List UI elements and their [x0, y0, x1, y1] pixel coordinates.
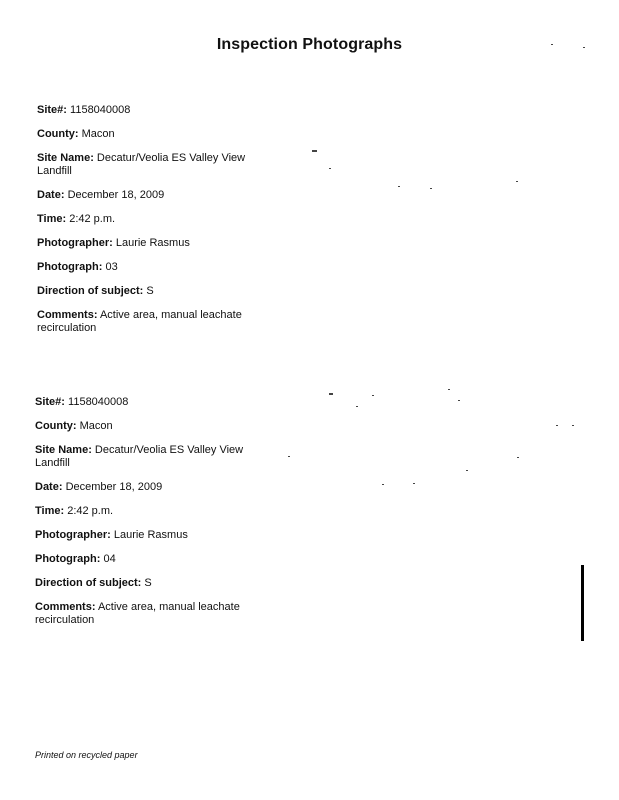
scan-speck — [516, 181, 518, 182]
date-value: December 18, 2009 — [67, 189, 165, 201]
site-name-label: Site Name: — [35, 444, 92, 456]
site-name-value: Decatur/Veolia ES Valley View Landfill — [35, 444, 244, 469]
county-label: County: — [37, 128, 79, 140]
site-name-label: Site Name: — [37, 152, 94, 164]
county-label: County: — [35, 420, 77, 432]
site-number-label: Site#: — [37, 104, 67, 116]
scan-speck — [398, 186, 400, 187]
photo-record-03 — [37, 104, 267, 346]
scan-speck — [382, 484, 384, 485]
photograph-value: 04 — [103, 553, 116, 565]
county-value: Macon — [79, 420, 113, 432]
scan-speck — [458, 400, 460, 401]
county-row — [37, 128, 267, 141]
page-title: Inspection Photographs — [216, 36, 403, 53]
scan-speck — [583, 47, 585, 48]
scan-margin-bar — [581, 565, 584, 641]
scan-speck — [572, 425, 574, 426]
direction-label: Direction of subject: — [35, 577, 142, 589]
recycled-paper-note: Printed on recycled paper — [35, 750, 138, 760]
time-row — [37, 213, 267, 226]
site-number-value: 1158040008 — [70, 104, 131, 116]
scan-speck — [329, 393, 333, 395]
date-row — [35, 481, 265, 494]
scan-speck — [517, 457, 519, 458]
site-name-row — [37, 152, 252, 178]
county-row — [35, 420, 265, 433]
scan-speck — [448, 389, 450, 390]
date-label: Date: — [37, 189, 65, 201]
site-number-label: Site#: — [35, 396, 65, 408]
photograph-value: 03 — [105, 261, 118, 273]
site-number-value: 1158040008 — [68, 396, 129, 408]
time-label: Time: — [35, 505, 65, 517]
site-name-value: Decatur/Veolia ES Valley View Landfill — [37, 152, 246, 177]
comments-label: Comments: — [37, 309, 98, 321]
direction-label: Direction of subject: — [37, 285, 144, 297]
comments-value: Active area, manual leachate recirculation — [37, 309, 242, 334]
direction-row — [35, 577, 265, 590]
scan-speck — [430, 188, 432, 189]
scan-speck — [312, 150, 317, 152]
scan-speck — [329, 168, 331, 169]
photographer-label: Photographer: — [35, 529, 111, 541]
photographer-row — [35, 529, 265, 542]
scan-speck — [466, 470, 468, 471]
comments-row — [35, 601, 250, 627]
date-row — [37, 189, 267, 202]
scan-speck — [372, 395, 374, 396]
comments-row — [37, 309, 252, 335]
direction-row — [37, 285, 267, 298]
scan-speck — [356, 406, 358, 407]
time-value: 2:42 p.m. — [69, 213, 116, 225]
photographer-label: Photographer: — [37, 237, 113, 249]
photograph-label: Photograph: — [37, 261, 103, 273]
site-number-row — [35, 396, 265, 409]
date-value: December 18, 2009 — [65, 481, 163, 493]
time-row — [35, 505, 265, 518]
photograph-label: Photograph: — [35, 553, 101, 565]
site-number-row — [37, 104, 267, 117]
comments-label: Comments: — [35, 601, 96, 613]
direction-value: S — [146, 285, 154, 297]
scan-speck — [551, 44, 553, 45]
scan-speck — [288, 456, 290, 457]
photograph-row — [35, 553, 265, 566]
photographer-value: Laurie Rasmus — [113, 529, 188, 541]
comments-value: Active area, manual leachate recirculation — [35, 601, 240, 626]
scan-speck — [556, 425, 558, 426]
time-value: 2:42 p.m. — [67, 505, 114, 517]
direction-value: S — [144, 577, 152, 589]
photographer-row — [37, 237, 267, 250]
photographer-value: Laurie Rasmus — [115, 237, 190, 249]
site-name-row — [35, 444, 250, 470]
scan-speck — [413, 483, 415, 484]
photograph-row — [37, 261, 267, 274]
county-value: Macon — [81, 128, 115, 140]
time-label: Time: — [37, 213, 67, 225]
date-label: Date: — [35, 481, 63, 493]
photo-record-04 — [35, 396, 265, 638]
